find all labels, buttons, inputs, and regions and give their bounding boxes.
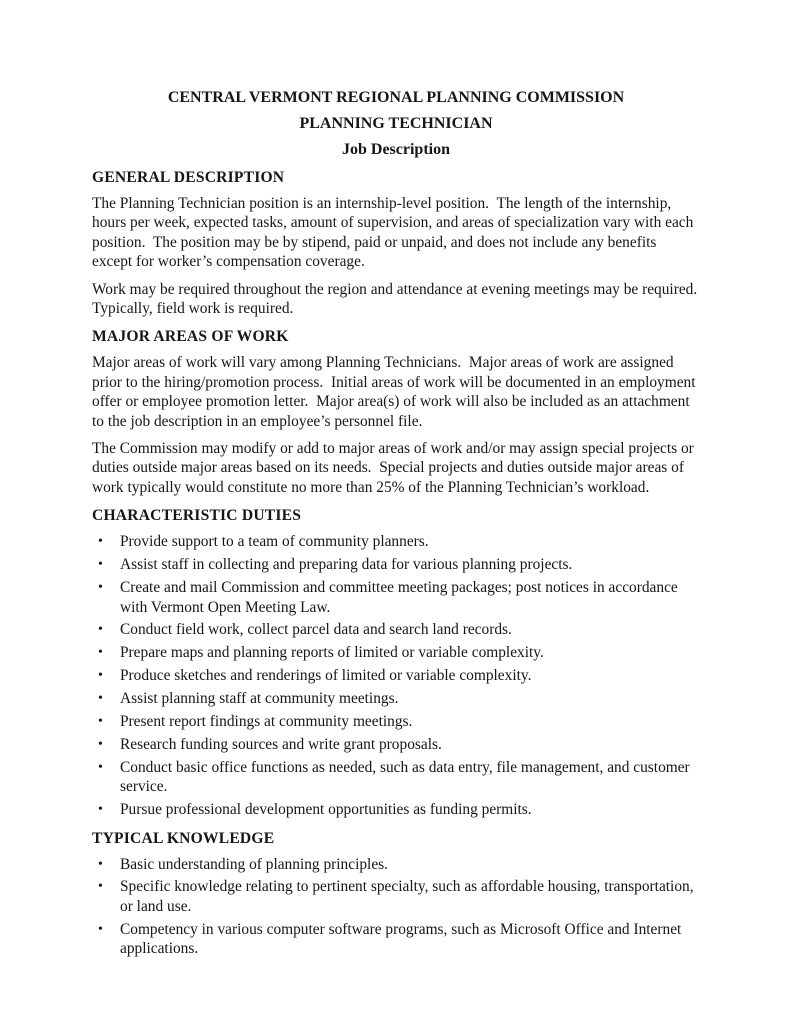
document-type-label: Job Description xyxy=(342,141,450,158)
bullet-icon: • xyxy=(98,736,103,752)
section-typical-knowledge xyxy=(92,829,700,959)
list-item xyxy=(92,643,700,662)
list-item xyxy=(92,877,700,916)
general-description-paragraph-1: The Planning Technician position is an internship-level position. The length of the internship, hours per week, expected tasks, amount of supervision, and areas of specialization vary with each position. The position may be by stipend, paid or unpaid, and does not include any benefits except for worker’s compensation coverage. xyxy=(92,195,698,271)
bullet-icon: • xyxy=(98,856,103,872)
list-item xyxy=(92,855,700,874)
general-description-heading: GENERAL DESCRIPTION xyxy=(92,169,285,186)
major-areas-paragraph-2: The Commission may modify or add to major areas of work and/or may assign special projects or duties outside major areas based on its needs. Special projects and duties outside major areas of work typically would constitute no more than 25% of the Planning Technician’s workload. xyxy=(92,440,698,496)
section-general-description xyxy=(92,168,705,318)
list-item-text: Present report findings at community meetings. xyxy=(120,713,413,731)
characteristic-duties-heading: CHARACTERISTIC DUTIES xyxy=(92,507,302,525)
list-item-text: Provide support to a team of community planners. xyxy=(120,533,429,551)
section-characteristic-duties xyxy=(92,506,700,819)
list-item-text: Research funding sources and write grant proposals. xyxy=(120,735,442,753)
general-description-paragraph-2: Work may be required throughout the region and attendance at evening meetings may be required. Typically, field work is required. xyxy=(92,280,705,318)
bullet-icon: • xyxy=(98,691,103,707)
list-item-text: Conduct basic office functions as needed, such as data entry, file management, and customer service. xyxy=(120,758,694,796)
list-item-text: Prepare maps and planning reports of limited or variable complexity. xyxy=(120,644,544,662)
list-item xyxy=(92,800,700,819)
list-item xyxy=(92,758,700,797)
bullet-icon: • xyxy=(98,622,103,638)
list-item-text: Create and mail Commission and committee meeting packages; post notices in accordance with Vermont Open Meeting Law. xyxy=(120,579,682,616)
list-item-text: Conduct field work, collect parcel data and search land records. xyxy=(120,621,512,639)
list-item xyxy=(92,735,700,754)
characteristic-duties-list xyxy=(92,532,700,819)
typical-knowledge-heading: TYPICAL KNOWLEDGE xyxy=(92,829,275,847)
list-item-text: Assist planning staff at community meetings. xyxy=(120,690,399,708)
bullet-icon: • xyxy=(98,802,103,818)
major-areas-heading: MAJOR AREAS OF WORK xyxy=(92,328,289,346)
list-item xyxy=(92,620,700,639)
list-item xyxy=(92,666,700,685)
document-header xyxy=(92,88,700,159)
list-item xyxy=(92,532,700,551)
bullet-icon: • xyxy=(98,534,103,550)
section-major-areas-of-work xyxy=(92,327,700,497)
bullet-icon: • xyxy=(98,759,103,775)
list-item-text: Basic understanding of planning principles. xyxy=(120,855,388,873)
bullet-icon: • xyxy=(98,714,103,730)
list-item xyxy=(92,555,700,574)
document-title: CENTRAL VERMONT REGIONAL PLANNING COMMISSION xyxy=(167,89,625,106)
bullet-icon: • xyxy=(98,921,103,937)
typical-knowledge-list xyxy=(92,855,700,959)
list-item-text: Assist staff in collecting and preparing data for various planning projects. xyxy=(120,556,573,574)
bullet-icon: • xyxy=(98,557,103,573)
list-item-text: Specific knowledge relating to pertinent specialty, such as affordable housing, transportation, or land use. xyxy=(120,878,698,915)
bullet-icon: • xyxy=(98,879,103,895)
list-item-text: Produce sketches and renderings of limited or variable complexity. xyxy=(120,667,532,685)
list-item xyxy=(92,689,700,708)
list-item xyxy=(92,712,700,731)
bullet-icon: • xyxy=(98,580,103,596)
list-item-text: Competency in various computer software programs, such as Microsoft Office and Internet applications. xyxy=(120,920,686,958)
document-subtitle: PLANNING TECHNICIAN xyxy=(299,115,493,132)
bullet-icon: • xyxy=(98,645,103,661)
major-areas-paragraph-1: Major areas of work will vary among Planning Technicians. Major areas of work are assigned prior to the hiring/promotion process. Initial areas of work will be documented in an employment offer or employee promotion letter. Major area(s) of work will also be included as an attachment to the job description in an employee’s personnel file. xyxy=(92,354,700,430)
list-item xyxy=(92,920,700,959)
bullet-icon: • xyxy=(98,668,103,684)
list-item xyxy=(92,578,700,617)
list-item-text: Pursue professional development opportunities as funding permits. xyxy=(120,801,532,819)
